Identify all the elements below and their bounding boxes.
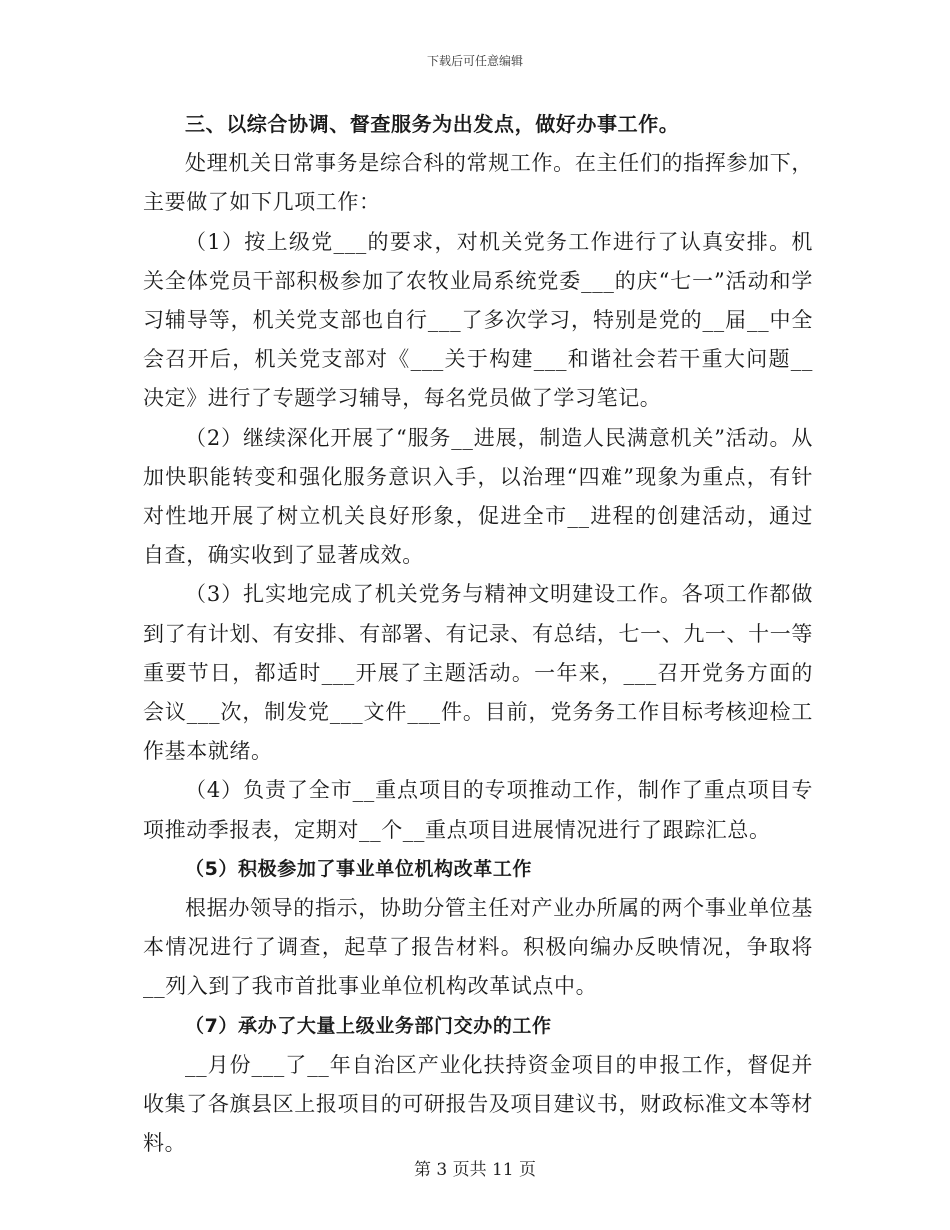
item-4-paragraph: （4）负责了全市__重点项目的专项推动工作，制作了重点项目专项推动季报表，定期对__个__重点项目进展情况进行了跟踪汇总。 (143, 778, 813, 842)
item-5-paragraph: 根据办领导的指示，协助分管主任对产业办所属的两个事业单位基本情况进行了调查，起草了报告材料。积极向编办反映情况，争取将__列入到了我市首批事业单位机构改革试点中。 (143, 896, 813, 999)
page-footer: 第 3 页共 11 页 (413, 1160, 537, 1180)
intro-paragraph: 处理机关日常事务是综合科的常规工作。在主任们的指挥参加下，主要做了如下几项工作： (143, 151, 813, 215)
item-5-title: （5）积极参加了事业单位机构改革工作 (185, 857, 533, 880)
document-body (143, 105, 813, 1163)
item-1-paragraph: （1）按上级党___的要求，对机关党务工作进行了认真安排。机关全体党员干部积极参加了农牧业局系统党委___的庆“七一”活动和学习辅导等，机关党支部也自行___了多次学习，特别是党的__届__中全会召开后，机关党支部对《___关于构建___和谐社会若干重大问题__决定》进行了专题学习辅导，每名党员做了学习笔记。 (143, 229, 813, 411)
item-3-paragraph: （3）扎实地完成了机关党务与精神文明建设工作。各项工作都做到了有计划、有安排、有部署、有记录、有总结，七一、九一、十一等重要节日，都适时___开展了主题活动。一年来，___召开党务方面的会议___次，制发党___文件___件。目前，党务务工作目标考核迎检工作基本就绪。 (143, 582, 813, 764)
item-2-paragraph: （2）继续深化开展了“服务__进展，制造人民满意机关”活动。从加快职能转变和强化服务意识入手，以治理“四难”现象为重点，有针对性地开展了树立机关良好形象，促进全市__进程的创建活动，通过自查，确实收到了显著成效。 (143, 425, 813, 568)
item-7-title: （7）承办了大量上级业务部门交办的工作 (185, 1014, 552, 1037)
section-title: 三、以综合协调、督查服务为出发点，做好办事工作。 (185, 112, 680, 136)
header-note: 下载后可任意编辑 (426, 54, 523, 68)
item-7-paragraph: __月份___了__年自治区产业化扶持资金项目的申报工作，督促并收集了各旗县区上报项目的可研报告及项目建议书，财政标准文本等材料。 (143, 1052, 813, 1156)
